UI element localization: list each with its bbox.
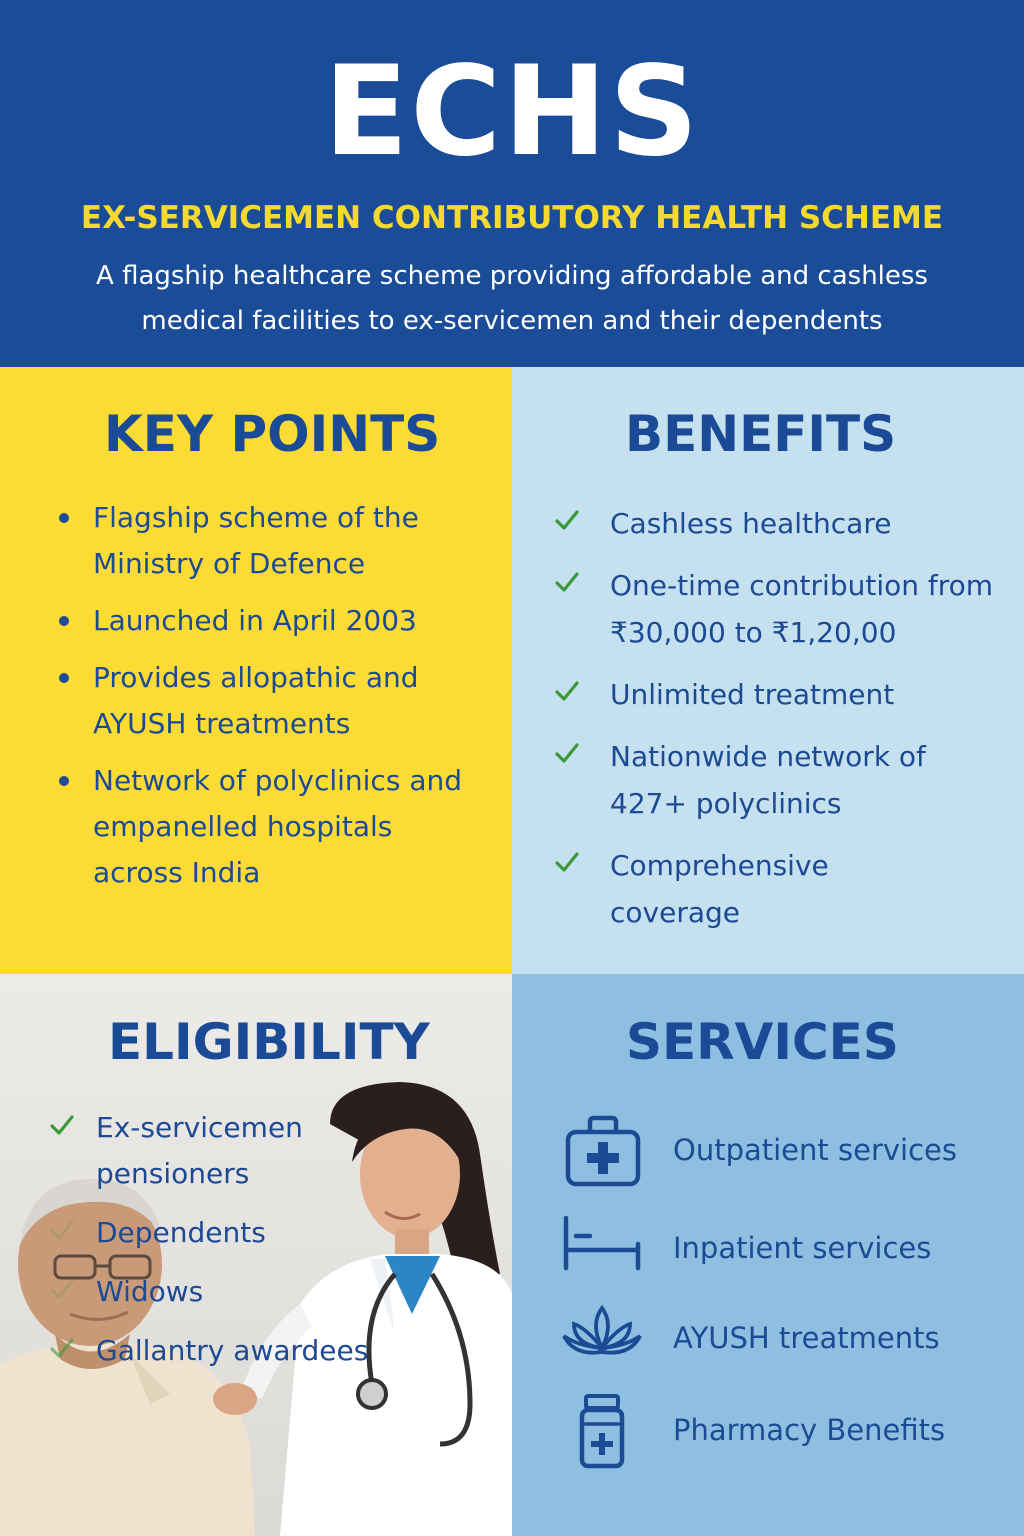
list-item	[48, 1328, 488, 1374]
list-item	[553, 562, 1003, 656]
check-icon	[553, 677, 581, 705]
check-icon	[48, 1111, 76, 1139]
eligibility-text: Widows	[96, 1275, 204, 1308]
service-label: Pharmacy Benefits	[673, 1413, 946, 1447]
list-item	[48, 1105, 348, 1197]
check-icon	[553, 506, 581, 534]
benefit-text: One-time contribution from ₹30,000 to ₹1,20,00	[610, 569, 994, 649]
key-point-text: Flagship scheme of the Ministry of Defence	[93, 501, 419, 580]
key-points-list	[55, 495, 485, 907]
eligibility-text: Gallantry awardees	[96, 1334, 369, 1367]
key-point-text: Provides allopathic and AYUSH treatments	[93, 661, 419, 740]
page-title: ECHS	[323, 40, 701, 184]
medical-kit-icon	[560, 1112, 644, 1192]
bullet-icon	[59, 776, 69, 786]
check-icon	[48, 1216, 76, 1244]
key-point-text: Launched in April 2003	[93, 604, 417, 637]
eligibility-text: Dependents	[96, 1216, 266, 1249]
benefits-list	[553, 500, 1013, 951]
check-icon	[48, 1275, 76, 1303]
check-icon	[48, 1334, 76, 1362]
bullet-icon	[59, 513, 69, 523]
list-item	[55, 655, 485, 747]
eligibility-heading: ELIGIBILITY	[108, 1013, 430, 1071]
medicine-bottle-icon	[560, 1392, 644, 1472]
services-heading: SERVICES	[626, 1013, 899, 1071]
service-label: Outpatient services	[673, 1133, 957, 1167]
lotus-icon	[560, 1300, 644, 1380]
service-item-pharmacy	[560, 1392, 1010, 1472]
service-label: AYUSH treatments	[673, 1321, 940, 1355]
check-icon	[553, 568, 581, 596]
bullet-icon	[59, 673, 69, 683]
list-item	[55, 598, 485, 644]
list-item	[48, 1210, 488, 1256]
service-item-inpatient	[560, 1210, 1010, 1290]
service-label: Inpatient services	[673, 1231, 932, 1265]
bullet-icon	[59, 616, 69, 626]
eligibility-text: Ex-servicemen pensioners	[96, 1111, 303, 1190]
benefits-heading: BENEFITS	[625, 405, 897, 463]
list-item	[55, 758, 485, 896]
list-item	[553, 842, 873, 936]
key-points-heading: KEY POINTS	[104, 405, 441, 463]
eligibility-list	[48, 1105, 488, 1387]
list-item	[55, 495, 485, 587]
header-banner	[0, 0, 1024, 367]
service-item-outpatient	[560, 1112, 1010, 1192]
check-icon	[553, 739, 581, 767]
tagline: A flagship healthcare scheme providing affordable and cashless medical facilities to ex-servicemen and their dependents	[96, 261, 928, 336]
benefit-text: Comprehensive coverage	[610, 849, 829, 929]
benefit-text: Cashless healthcare	[610, 507, 892, 540]
list-item	[553, 671, 1013, 718]
list-item	[553, 500, 1013, 547]
hospital-bed-icon	[560, 1210, 644, 1290]
benefit-text: Nationwide network of 427+ polyclinics	[610, 740, 926, 820]
service-item-ayush	[560, 1300, 1010, 1380]
benefit-text: Unlimited treatment	[610, 678, 895, 711]
key-point-text: Network of polyclinics and empanelled hospitals across India	[93, 764, 462, 889]
list-item	[48, 1269, 488, 1315]
list-item	[553, 733, 933, 827]
check-icon	[553, 848, 581, 876]
page-subtitle: EX-SERVICEMEN CONTRIBUTORY HEALTH SCHEME	[80, 200, 944, 236]
